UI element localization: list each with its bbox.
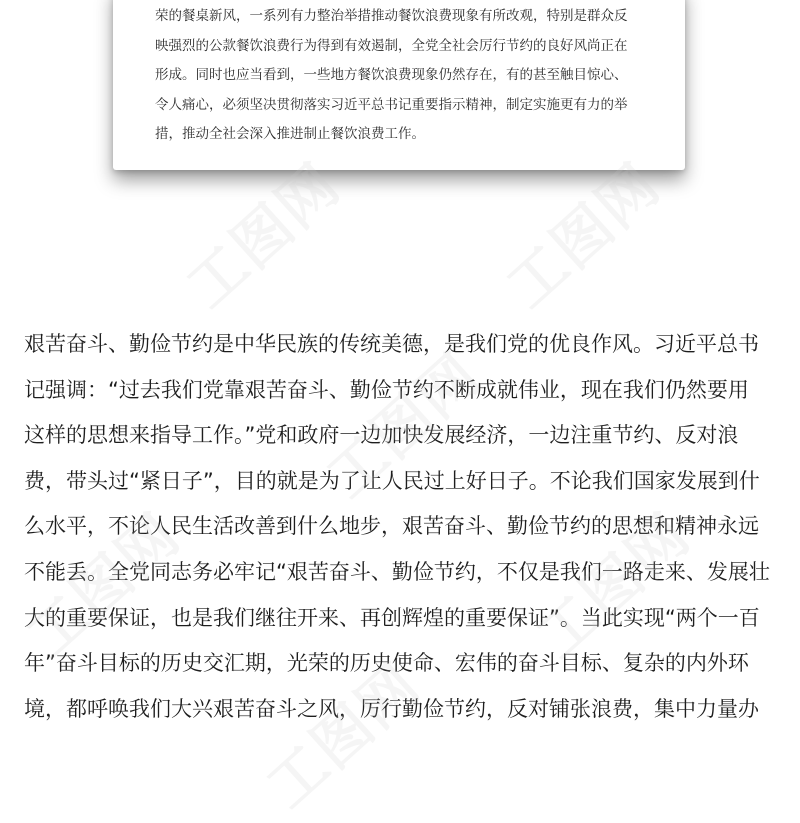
watermark: 工图网 <box>313 340 493 512</box>
paragraph-line: 不能丢。全党同志务必牢记“艰苦奋斗、勤俭节约，不仅是我们一路走来、发展壮 <box>24 559 770 584</box>
excerpt-card <box>113 0 685 170</box>
paragraph-line: 境，都呼唤我们大兴艰苦奋斗之风，厉行勤俭节约，反对铺张浪费，集中力量办 <box>24 696 759 721</box>
excerpt-line: 令人痛心，必须坚决贯彻落实习近平总书记重要指示精神，制定实施更有力的举 <box>155 96 628 113</box>
excerpt-text <box>155 2 665 150</box>
body-paragraph <box>24 322 784 732</box>
watermark: 工图网 <box>523 500 703 672</box>
excerpt-line: 措，推动全社会深入推进制止餐饮浪费工作。 <box>155 126 425 143</box>
paragraph-line: 大的重要保证，也是我们继往开来、再创辉煌的重要保证”。当此实现“两个一百 <box>24 605 760 630</box>
paragraph-line: 记强调：“过去我们党靠艰苦奋斗、勤俭节约不断成就伟业，现在我们仍然要用 <box>24 377 749 402</box>
excerpt-line: 荣的餐桌新风，一系列有力整治举措推动餐饮浪费现象有所改观，特别是群众反 <box>155 8 628 24</box>
paragraph-line: 么水平，不论人民生活改善到什么地步，艰苦奋斗、勤俭节约的思想和精神永远 <box>24 514 759 539</box>
excerpt-line: 形成。同时也应当看到，一些地方餐饮浪费现象仍然存在，有的甚至触目惊心、 <box>155 67 628 84</box>
watermark: 工图网 <box>173 150 353 322</box>
paragraph-line: 费，带头过“紧日子”，目的就是为了让人民过上好日子。不论我们国家发展到什 <box>24 468 760 493</box>
watermark: 工图网 <box>13 500 193 672</box>
excerpt-line: 映强烈的公款餐饮浪费行为得到有效遏制，全党全社会厉行节约的良好风尚正在 <box>155 37 628 54</box>
watermark: 工图网 <box>493 150 673 322</box>
paragraph-line: 年”奋斗目标的历史交汇期，光荣的历史使命、宏伟的奋斗目标、复杂的内外环 <box>24 651 749 676</box>
paragraph-line: 艰苦奋斗、勤俭节约是中华民族的传统美德，是我们党的优良作风。习近平总书 <box>24 332 759 356</box>
watermark: 工图网 <box>253 650 433 822</box>
paragraph-line: 这样的思想来指导工作。”党和政府一边加快发展经济，一边注重节约、反对浪 <box>24 423 739 448</box>
